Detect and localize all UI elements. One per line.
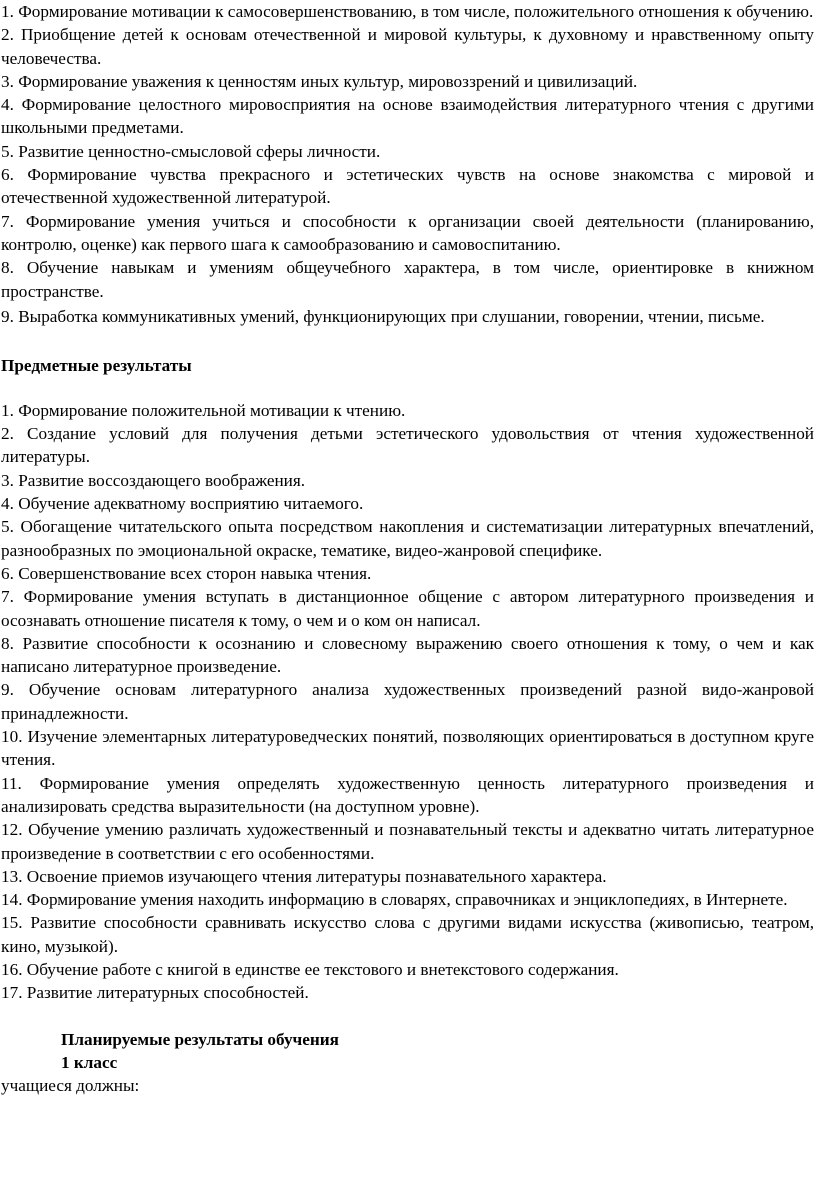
list-item: 16. Обучение работе с книгой в единстве ее текстового и внетекстового содержания.: [1, 959, 619, 979]
list-item: 14. Формирование умения находить информацию в словарях, справочниках и энциклопедиях, в Интернете.: [1, 890, 788, 910]
list-item: 7. Формирование умения вступать в дистанционное общение с автором литературного произведения и осознавать отношение писателя к тому, о чем и о ком он написал.: [1, 587, 814, 630]
list-item: 5. Обогащение читательского опыта посредством накопления и систематизации литературных впечатлений, разнообразных по эмоциональной окраске, тематике, видео-жанровой специфике.: [1, 517, 814, 560]
list-item: 5. Развитие ценностно-смысловой сферы личности.: [1, 141, 381, 161]
list-item: 1. Формирование мотивации к самосовершенствованию, в том числе, положительного отношения к обучению.: [1, 2, 814, 21]
students-must-text: учащиеся должны:: [1, 1075, 140, 1095]
list-item: 13. Освоение приемов изучающего чтения литературы познавательного характера.: [1, 866, 607, 886]
list-item: 12. Обучение умению различать художественный и познавательный тексты и адекватно читать литературное произведение в соответствии с его особенностями.: [1, 820, 814, 863]
list-item: 4. Обучение адекватному восприятию читаемого.: [1, 494, 364, 514]
list-item: 9. Выработка коммуникативных умений, функционирующих при слушании, говорении, чтении, письме.: [1, 306, 765, 326]
list-item: 1. Формирование положительной мотивации к чтению.: [1, 400, 406, 420]
list-item: 7. Формирование умения учиться и способности к организации своей деятельности (планированию, контролю, оценке) как первого шага к самообразованию и самовоспитанию.: [1, 211, 814, 254]
list-item: 11. Формирование умения определять художественную ценность литературного произведения и анализировать средства выразительности (на доступном уровне).: [1, 773, 814, 816]
list-item: 3. Развитие воссоздающего воображения.: [1, 470, 306, 490]
list-item: 2. Создание условий для получения детьми эстетического удовольствия от чтения художественной литературы.: [1, 424, 814, 467]
planned-results-heading: Планируемые результаты обучения: [61, 1029, 339, 1049]
list-item: 8. Обучение навыкам и умениям общеучебного характера, в том числе, ориентировке в книжном пространстве.: [1, 258, 814, 301]
class-heading: 1 класс: [61, 1052, 118, 1072]
subject-results-list: [1, 399, 814, 1005]
list-item: 6. Формирование чувства прекрасного и эстетических чувств на основе знакомства с мировой и отечественной художественной литературой.: [1, 165, 814, 208]
list-item: 4. Формирование целостного мировосприятия на основе взаимодействия литературного чтения с другими школьными предметами.: [1, 95, 814, 138]
list-item: 15. Развитие способности сравнивать искусство слова с другими видами искусства (живописью, театром, кино, музыкой).: [1, 913, 814, 956]
personal-results-list: [1, 0, 814, 330]
list-item: 10. Изучение элементарных литературоведческих понятий, позволяющих ориентироваться в доступном круге чтения.: [1, 727, 814, 770]
list-item: 9. Обучение основам литературного анализа художественных произведений разной видо-жанровой принадлежности.: [1, 680, 814, 723]
list-item: 2. Приобщение детей к основам отечественной и мировой культуры, к духовному и нравственному опыту человечества.: [1, 25, 814, 68]
list-item: 3. Формирование уважения к ценностям иных культур, мировоззрений и цивилизаций.: [1, 71, 638, 91]
list-item: 8. Развитие способности к осознанию и словесному выражению своего отношения к тому, о чем и как написано литературное произведение.: [1, 633, 814, 677]
list-item: 6. Совершенствование всех сторон навыка чтения.: [1, 563, 372, 583]
subject-results-heading: Предметные результаты: [1, 355, 192, 375]
list-item: 17. Развитие литературных способностей.: [1, 983, 309, 1003]
